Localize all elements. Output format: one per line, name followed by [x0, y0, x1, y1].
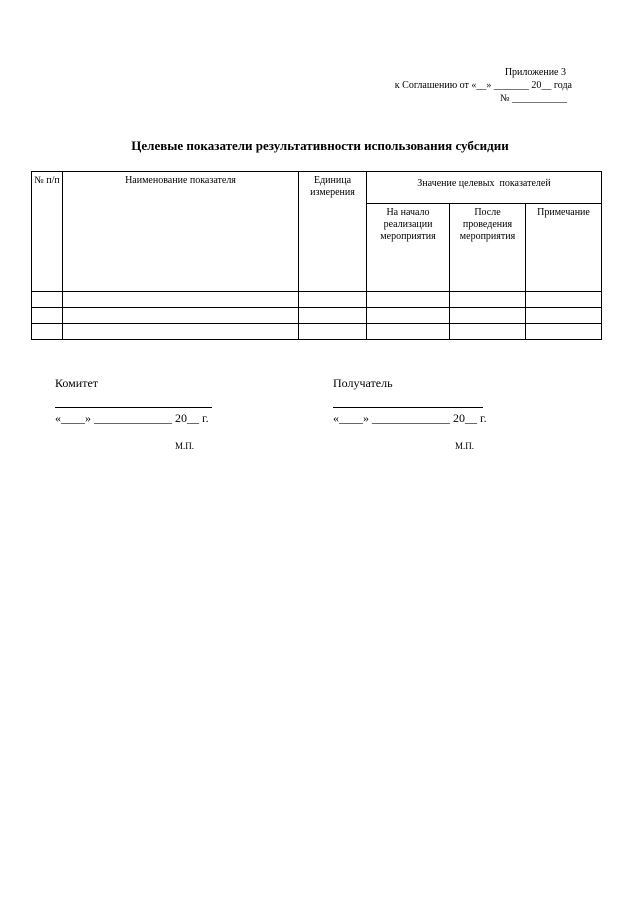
header-cell-unit: [299, 172, 367, 292]
subheader-cell-after: [450, 204, 526, 292]
table-cell: [450, 292, 526, 308]
committee-date-line: «____» _____________ 20__ г.: [55, 411, 209, 425]
committee-stamp-label: М.П.: [175, 441, 195, 451]
recipient-stamp-label: М.П.: [455, 441, 475, 451]
committee-label: Комитет: [55, 376, 99, 390]
document-title: Целевые показатели результативности использования субсидии: [131, 138, 509, 153]
table-cell: [367, 292, 450, 308]
table-row: [32, 292, 602, 308]
subheader-start-label: На начало реализации мероприятия: [380, 207, 436, 242]
subheader-after-label: После проведения мероприятия: [459, 207, 516, 242]
table-row: [32, 308, 602, 324]
table-cell: [63, 292, 299, 308]
subheader-cell-note: [526, 204, 602, 292]
table-cell: [299, 324, 367, 340]
header-values-group-label: Значение целевых показателей: [417, 178, 551, 189]
agreement-number: № ___________: [499, 93, 567, 104]
table-header-row: [32, 172, 602, 204]
table-cell: [367, 308, 450, 324]
table-cell: [299, 308, 367, 324]
recipient-label: Получатель: [333, 376, 393, 390]
appendix-block: [395, 66, 572, 105]
table-cell: [32, 308, 63, 324]
header-name-label: Наименование показателя: [125, 175, 236, 186]
table-cell: [32, 324, 63, 340]
table-cell: [526, 308, 602, 324]
indicators-table: [31, 171, 602, 340]
table-cell: [63, 324, 299, 340]
agreement-reference: к Соглашению от «__» _______ 20__ года: [394, 80, 572, 91]
committee-signature-line: [55, 407, 212, 408]
table-cell: [450, 324, 526, 340]
header-unit-label: Единица измерения: [310, 175, 355, 198]
header-cell-number: [32, 172, 63, 292]
table-cell: [367, 324, 450, 340]
table-cell: [299, 292, 367, 308]
subheader-cell-start: [367, 204, 450, 292]
table-cell: [526, 324, 602, 340]
table-row: [32, 324, 602, 340]
table-cell: [450, 308, 526, 324]
table-cell: [32, 292, 63, 308]
header-cell-values-group: [367, 172, 602, 204]
appendix-number: Приложение 3: [504, 67, 566, 78]
header-cell-name: [63, 172, 299, 292]
table-cell: [526, 292, 602, 308]
table-cell: [63, 308, 299, 324]
subheader-note-label: Примечание: [537, 207, 590, 218]
header-number-label: № п/п: [34, 175, 60, 186]
recipient-date-line: «____» _____________ 20__ г.: [333, 411, 487, 425]
recipient-signature-line: [333, 407, 483, 408]
